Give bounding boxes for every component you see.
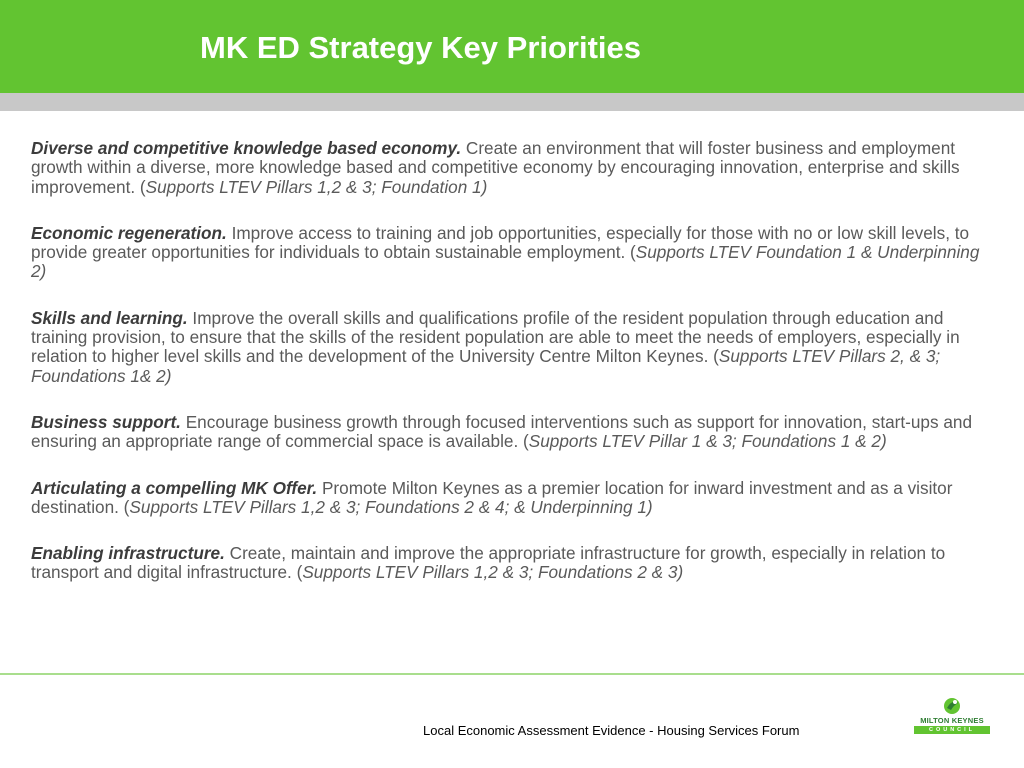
priority-heading: Articulating a compelling MK Offer. — [31, 477, 318, 498]
priority-body: Improve access to training and job opportunities, especially for those with no or low skill levels, to provide greater opportunities for individuals to obtain sustainable employment. ( — [31, 222, 970, 263]
priority-heading: Economic regeneration. — [31, 222, 227, 243]
priority-support: Supports LTEV Pillars 1,2 & 3; Foundations 2 & 3) — [302, 562, 684, 583]
priority-heading: Skills and learning. — [31, 307, 188, 328]
priority-support: Supports LTEV Pillars 1,2 & 3; Foundations 2 & 4; & Underpinning 1) — [129, 496, 653, 517]
council-logo — [912, 697, 992, 737]
priorities-list — [31, 139, 997, 610]
priority-body: Promote Milton Keynes as a premier location for inward investment and as a visitor destination. ( — [31, 477, 953, 517]
priority-item — [31, 309, 997, 386]
priority-support: Supports LTEV Pillars 1,2 & 3; Foundation 1) — [145, 176, 488, 197]
priority-item — [31, 479, 997, 518]
logo-name: MILTON KEYNES — [920, 716, 984, 725]
priority-support: Supports LTEV Foundation 1 & Underpinning 2) — [31, 242, 980, 282]
priority-heading: Diverse and competitive knowledge based economy. — [31, 138, 462, 158]
priority-item — [31, 413, 997, 452]
priority-item — [31, 139, 997, 197]
logo-subtitle: COUNCIL — [914, 726, 990, 734]
priority-support: Supports LTEV Pillars 2, & 3; Foundations 1& 2) — [31, 346, 941, 386]
priority-body: Create an environment that will foster business and employment growth within a diverse, more knowledge based and competitive economy by encouraging innovation, enterprise and skills improvement. ( — [31, 138, 960, 197]
header-divider-band — [0, 93, 1024, 111]
priority-body: Encourage business growth through focused interventions such as support for innovation, start-ups and ensuring an appropriate range of commercial space is available. ( — [31, 411, 973, 452]
footer-caption: Local Economic Assessment Evidence - Housing Services Forum — [423, 723, 800, 738]
priority-item — [31, 224, 997, 282]
footer-divider — [0, 673, 1024, 675]
priority-body: Create, maintain and improve the appropriate infrastructure for growth, especially in relation to transport and digital infrastructure. ( — [31, 543, 946, 583]
priority-body: Improve the overall skills and qualifications profile of the resident population through education and training provision, to ensure that the skills of the resident population are able to meet the needs of employers, especially in relation to higher level skills and the development of the University Centre Milton Keynes. ( — [31, 307, 960, 367]
priority-heading: Business support. — [31, 411, 181, 432]
leaf-logo-icon — [942, 697, 962, 715]
slide-title: MK ED Strategy Key Priorities — [200, 30, 642, 65]
priority-item — [31, 544, 997, 583]
priority-support: Supports LTEV Pillar 1 & 3; Foundations 1 & 2) — [528, 431, 887, 452]
priority-heading: Enabling infrastructure. — [31, 543, 225, 564]
